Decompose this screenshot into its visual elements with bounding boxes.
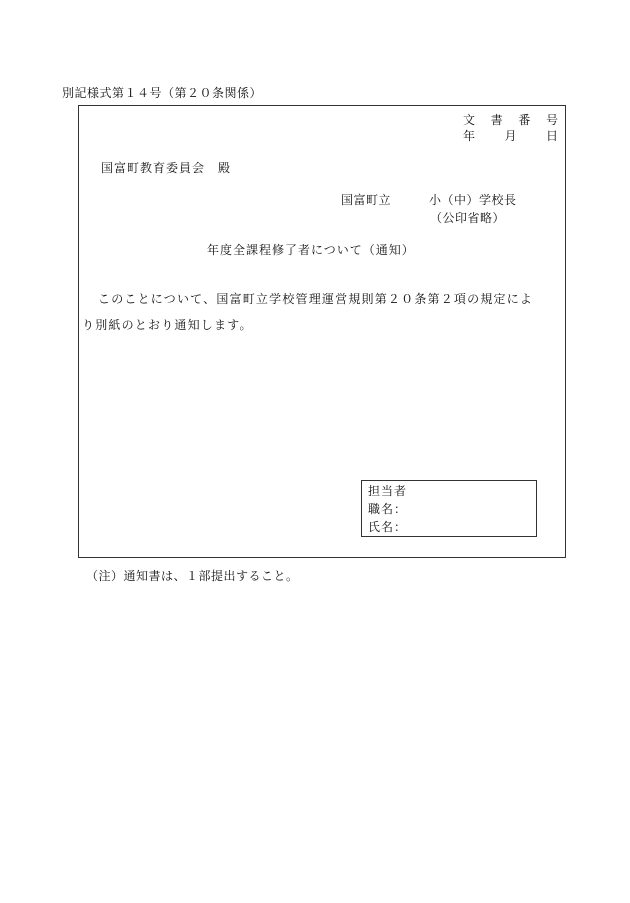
contact-title: 担当者 bbox=[368, 484, 408, 498]
doc-number-char: 文 bbox=[463, 113, 476, 127]
date-month: 月 bbox=[504, 129, 517, 143]
footnote: （注）通知書は、１部提出すること。 bbox=[86, 569, 299, 583]
document-number-label bbox=[463, 112, 558, 128]
seal-note: （公印省略） bbox=[430, 211, 506, 225]
date-day: 日 bbox=[545, 129, 558, 143]
doc-number-char: 号 bbox=[545, 113, 558, 127]
contact-name-label: 氏名： bbox=[368, 520, 408, 534]
body-text-line: このことについて、国富町立学校管理運営規則第２０条第２項の規定によ bbox=[98, 292, 534, 306]
sender-school: 小（中）学校長 bbox=[429, 193, 517, 207]
date-line bbox=[463, 128, 558, 144]
sender-prefix: 国富町立 bbox=[341, 193, 392, 207]
contact-position-label: 職名： bbox=[368, 502, 408, 516]
contact-box bbox=[361, 480, 537, 537]
date-year: 年 bbox=[463, 129, 476, 143]
recipient: 国富町教育委員会 殿 bbox=[101, 161, 232, 175]
doc-number-char: 書 bbox=[490, 113, 503, 127]
doc-number-char: 番 bbox=[518, 113, 531, 127]
form-reference: 別記様式第１４号（第２０条関係） bbox=[62, 86, 263, 100]
body-text-line: り別紙のとおり通知します。 bbox=[82, 318, 253, 332]
sender-line bbox=[341, 192, 517, 208]
document-subject: 年度全課程修了者について（通知） bbox=[207, 243, 415, 257]
